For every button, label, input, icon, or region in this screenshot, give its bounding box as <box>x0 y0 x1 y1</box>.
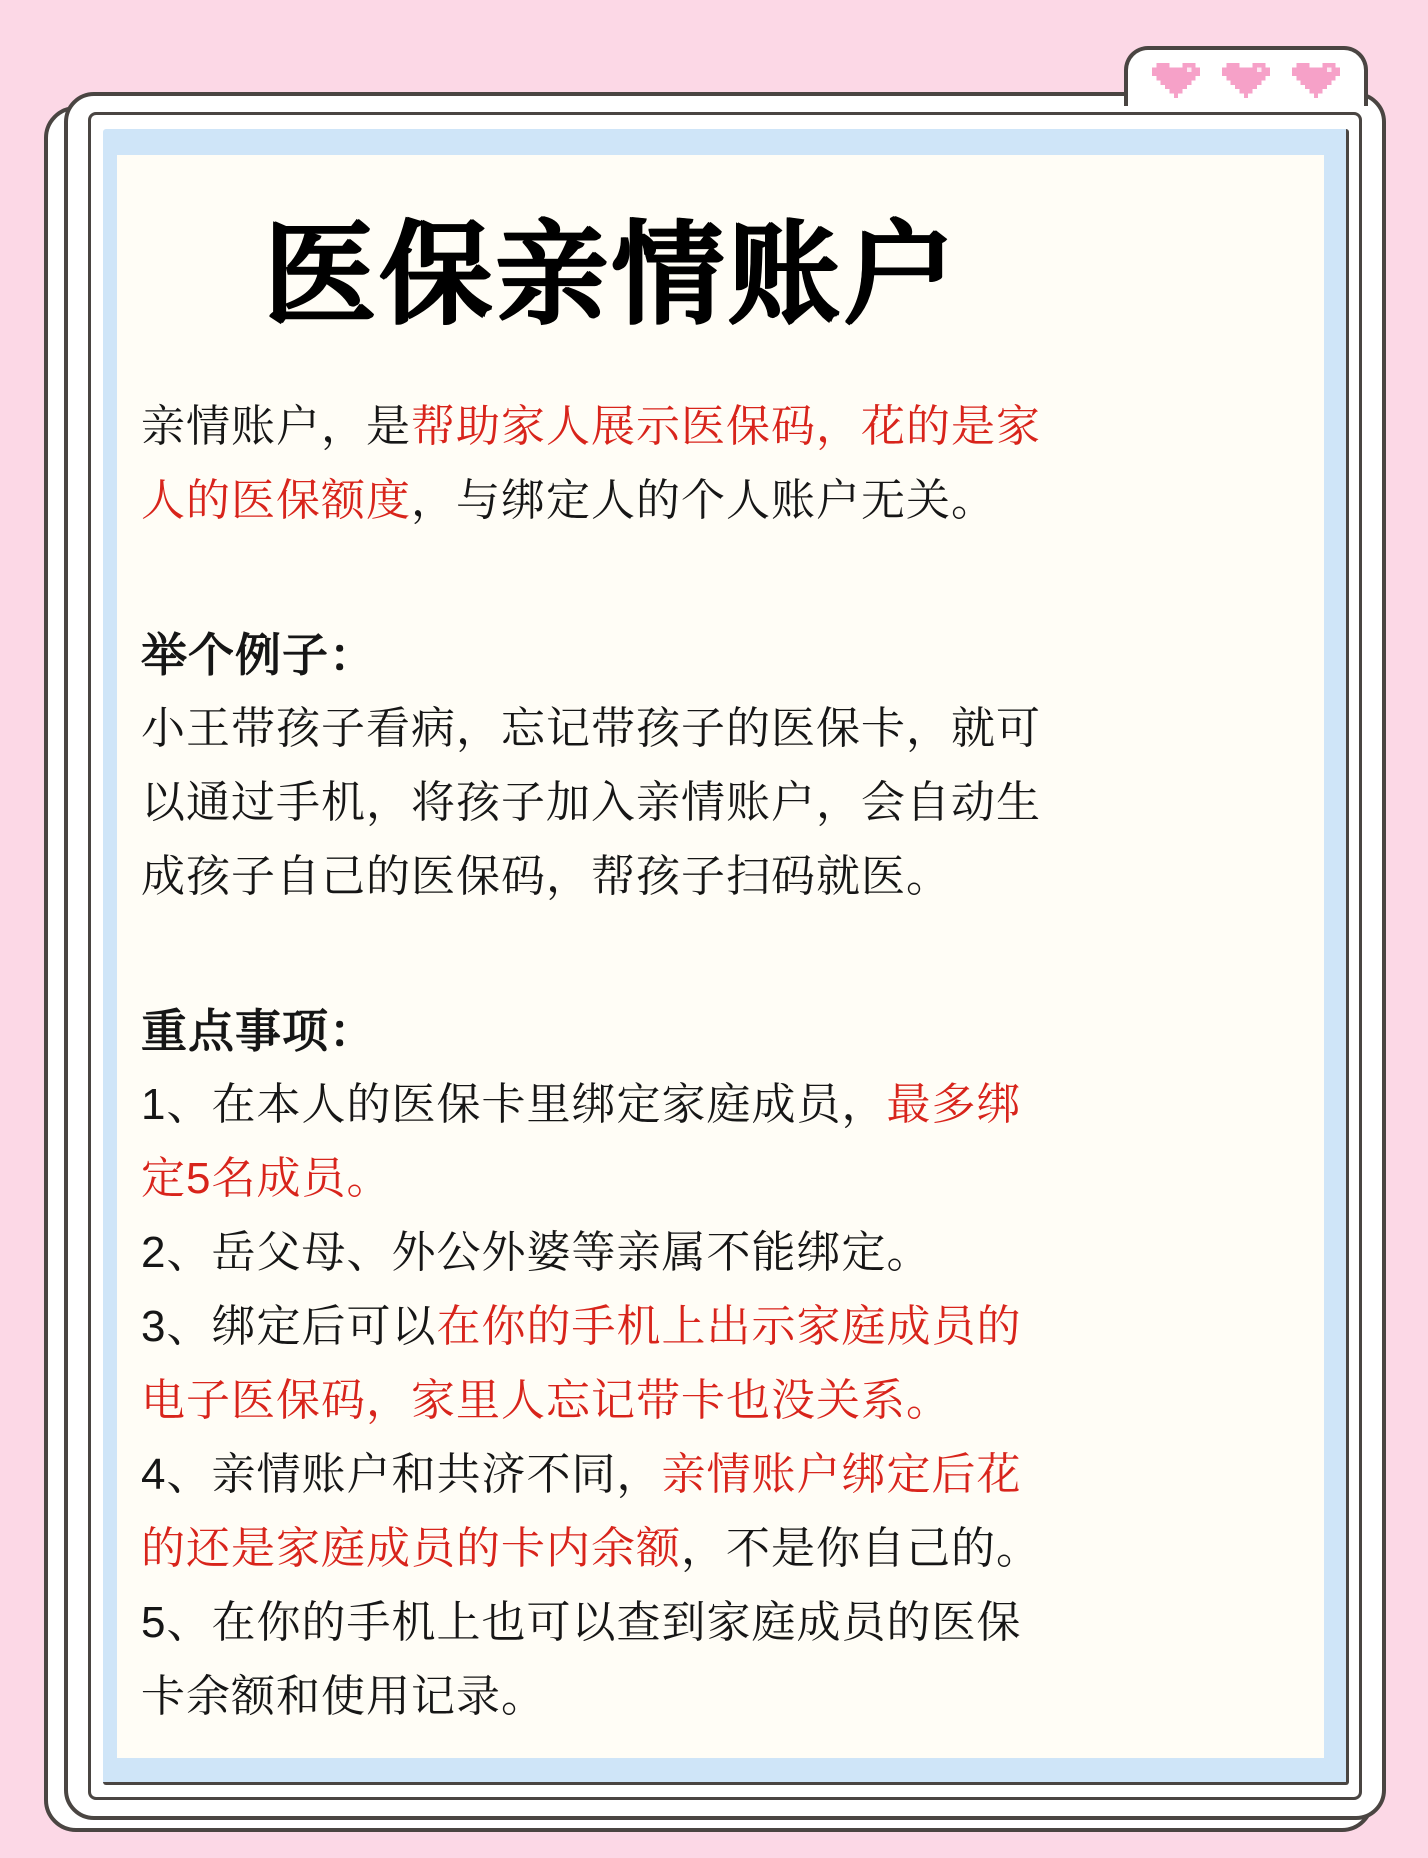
text-run-black: 卡余额和使用记录。 <box>141 1672 546 1721</box>
text-line <box>141 692 1304 766</box>
text-run-black: ，与绑定人的个人账户无关。 <box>411 476 996 525</box>
text-run-black: 5、在你的手机上也可以查到家庭成员的医保 <box>141 1598 1022 1647</box>
content-area <box>117 155 1324 1758</box>
text-line <box>141 1142 1304 1216</box>
text-run-red: 最多绑 <box>886 1080 1022 1129</box>
text-line <box>141 464 1304 538</box>
heart-icon <box>1152 63 1200 98</box>
text-line <box>141 1364 1304 1438</box>
text-line <box>141 1068 1304 1142</box>
text-run-black: 2、岳父母、外公外婆等亲属不能绑定。 <box>141 1228 932 1277</box>
decor-tab <box>1124 46 1368 106</box>
text-run-black: ，不是你自己的。 <box>681 1524 1041 1573</box>
text-run-red: 帮助家人展示医保码，花的是家 <box>411 402 1041 451</box>
text-run-black: 3、绑定后可以 <box>141 1302 437 1351</box>
text-run-red: 在你的手机上出示家庭成员的 <box>436 1302 1022 1351</box>
text-run-black: 4、亲情账户和共济不同， <box>141 1450 662 1499</box>
text-line <box>141 1438 1304 1512</box>
text-line <box>141 840 1304 914</box>
text-run-red: 人的医保额度 <box>141 476 411 525</box>
text-line <box>141 1512 1304 1586</box>
text-run-red: 定5名成员。 <box>141 1154 392 1203</box>
text-line <box>141 1216 1304 1290</box>
poster-card <box>64 92 1386 1820</box>
heart-icon <box>1292 63 1340 98</box>
text-line <box>141 390 1304 464</box>
text-run-black: 1、在本人的医保卡里绑定家庭成员， <box>141 1080 887 1129</box>
text-line <box>141 1290 1304 1364</box>
text-run-black: 成孩子自己的医保码，帮孩子扫码就医。 <box>141 852 951 901</box>
paragraph <box>141 1068 1304 1734</box>
section-heading: 举个例子： <box>141 629 376 681</box>
text-run-red: 的还是家庭成员的卡内余额 <box>141 1524 681 1573</box>
text-run-black: 亲情账户，是 <box>141 402 411 451</box>
text-run-red: 电子医保码，家里人忘记带卡也没关系。 <box>141 1376 951 1425</box>
blue-border-panel <box>103 129 1349 1785</box>
heart-icon <box>1222 63 1270 98</box>
page-title: 医保亲情账户 <box>263 212 959 337</box>
text-run-black: 小王带孩子看病，忘记带孩子的医保卡，就可 <box>141 704 1041 753</box>
inner-frame <box>88 112 1362 1800</box>
text-line <box>141 1660 1304 1734</box>
text-run-black: 以通过手机，将孩子加入亲情账户，会自动生 <box>141 778 1041 827</box>
text-line <box>141 766 1304 840</box>
paragraph <box>141 692 1304 914</box>
section-heading: 重点事项： <box>141 1005 376 1057</box>
text-run-red: 亲情账户绑定后花 <box>661 1450 1022 1499</box>
paragraph <box>141 390 1304 538</box>
text-line <box>141 1586 1304 1660</box>
